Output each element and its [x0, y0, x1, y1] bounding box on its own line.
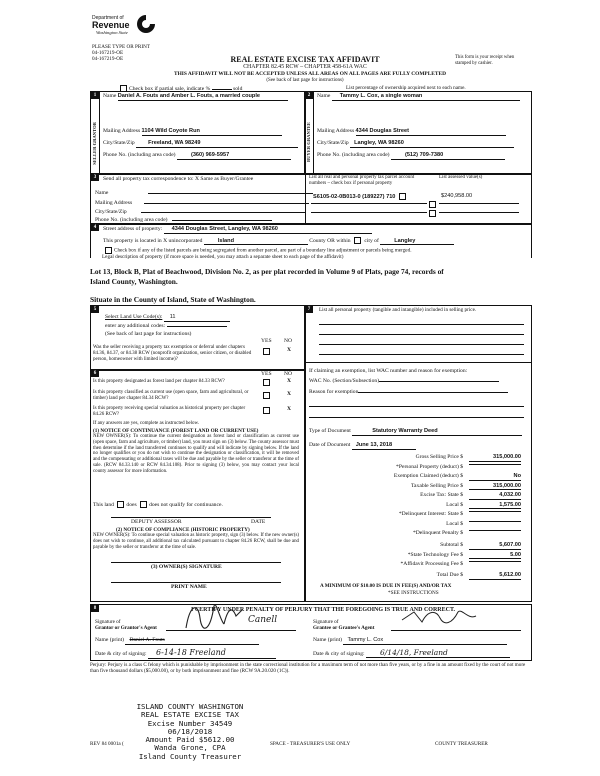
notice2-title: (2) NOTICE OF COMPLIANCE (HISTORIC PROPERTY) — [116, 527, 250, 533]
section-2-number: 2 — [305, 92, 313, 99]
s5-yes-checkbox[interactable] — [263, 348, 270, 355]
treasurer-stamp — [120, 703, 260, 761]
grantor-name-label: Name (print) — [95, 637, 125, 643]
parcel-number[interactable]: S6105-02-0B013-0 (189227) 710 — [313, 193, 396, 200]
property-county[interactable]: Island — [204, 238, 308, 246]
parcel-row — [313, 193, 408, 200]
stamp-line-5: Amount Paid $5612.00 — [145, 735, 235, 745]
grantor-sig-label-1: Signature of — [95, 619, 121, 625]
parcel-personal-checkbox[interactable] — [399, 193, 406, 200]
grantor-sig-label-2: Grantor or Grantor's Agent — [95, 625, 157, 632]
section-8-number: 8 — [91, 605, 99, 612]
s3-name-label: Name — [95, 190, 109, 196]
tax-value[interactable] — [469, 521, 521, 522]
stamp-line-1: ISLAND COUNTY WASHINGTON — [136, 702, 244, 711]
county-treasurer-label: COUNTY TREASURER — [435, 741, 488, 747]
parcel-checkbox-3[interactable] — [429, 210, 436, 217]
seller-side-label: SELLER GRANTOR — [92, 122, 97, 165]
grantee-date-row — [313, 648, 510, 658]
seller-mailing[interactable]: 1104 Wild Coyote Run — [142, 128, 282, 136]
county-or-label: County OR within — [309, 237, 351, 244]
seller-phone[interactable]: (360) 969-5957 — [177, 152, 291, 160]
tax-value[interactable]: 315,000.00 — [469, 454, 521, 462]
buyer-side-label: BUYER GRANTEE — [306, 122, 311, 162]
buyer-phone-row — [317, 152, 505, 160]
tax-label: Local $ — [446, 520, 463, 527]
tax-label: *Delinquent Interest: State $ — [398, 511, 463, 517]
s6-q1-no[interactable]: X — [287, 378, 292, 384]
tax-value[interactable] — [469, 530, 521, 531]
buyer-mailing[interactable]: 4344 Douglas Street — [356, 128, 506, 136]
buyer-city-label: City/State/Zip — [317, 140, 349, 146]
seller-mailing-label: Mailing Address — [103, 128, 141, 134]
reason-row — [309, 389, 508, 396]
tax-value[interactable]: 4,032.00 — [469, 492, 521, 500]
city-of-label: city of — [364, 237, 379, 244]
legal-line-2: Island County, Washington. — [90, 276, 178, 286]
s6-no: NO — [284, 371, 293, 377]
grantee-date-city[interactable]: 6/14/18, Freeland — [366, 648, 510, 658]
logo-line1: Department of — [92, 15, 124, 21]
s6-yes: YES — [261, 371, 272, 377]
form-code-2: 04-167219-OE — [92, 56, 124, 63]
section-5 — [90, 305, 306, 371]
doc-type-label: Type of Document — [309, 428, 351, 434]
section-7-number: 7 — [305, 306, 313, 313]
situate-line: Situate in the County of Island, State of Washington. — [90, 295, 256, 304]
stamp-line-7: Island County Treasurer — [138, 751, 242, 761]
tax-table — [329, 454, 521, 594]
street-row — [103, 226, 372, 234]
grantor-date-label: Date & city of signing: — [95, 651, 147, 657]
perjury-note: Perjury: Perjury is a class C felony which is punishable by imprisonment in the state correctional institution for a maximum term of not more than five years, or by a fine in an amount fixed by the court of not more than five thousand dollars ($5,000.00), or by both imprisonment and fine (RCW 9A.20.020 (1C)). — [90, 662, 526, 675]
logo-line2: Revenue — [92, 20, 130, 30]
additional-codes-row — [105, 323, 227, 330]
continuance-row — [93, 501, 223, 508]
s6-q3: Is this property receiving special valuation as historical property per chapter 84.26 RCW? — [93, 406, 246, 417]
see-instructions: *SEE INSTRUCTIONS — [388, 590, 439, 596]
segregated-row — [103, 247, 412, 254]
grantor-name-row — [95, 637, 259, 645]
grantor-signature-label — [95, 619, 157, 631]
legal-description — [90, 267, 535, 287]
logo-swoosh-icon — [136, 14, 156, 34]
s6-q1-yes[interactable] — [263, 379, 270, 386]
doc-type-row — [309, 428, 522, 436]
grantee-name[interactable]: Tammy L. Cox — [343, 637, 507, 645]
reason-label: Reason for exemption — [309, 389, 359, 395]
grantor-signature-scribble — [180, 598, 250, 634]
send-label: Send all property tax correspondence to: — [103, 176, 194, 182]
s6-q2-yes[interactable] — [263, 392, 270, 399]
tax-label: Subtotal $ — [440, 542, 463, 548]
parcel-header: List all real and personal property tax parcel account numbers – check box if personal property — [309, 175, 415, 186]
buyer-name[interactable]: Tammy L. Cox, a single woman — [332, 93, 520, 101]
notice1-body: NEW OWNER(S): To continue the current designation as forest land or classification as current use (open space, farm and agriculture, or timber) land, you must sign on (3) below. The county assessor must then determine if the land transferred continues to qualify and will indicate by signing below. If the land no longer qualifies or you do not wish to continue the designation or classification, it will be removed and the compensating or additional taxes will be due and payable by the seller or transferor at the time of sale. (RCW 84.33.140 or RCW 84.34.108). Prior to signing (3) below, you may contact your local county assessor for more information. — [93, 434, 299, 474]
section-4-number: 4 — [91, 224, 99, 231]
tax-label: Exemption Claimed (deduct) $ — [393, 473, 463, 479]
tax-value[interactable]: 5.00 — [469, 552, 521, 560]
legal-line-1: Lot 13, Block B, Plat of Beachwood, Division No. 2, as per plat recorded in Volume 9 of Plats, page 74, records of — [90, 267, 444, 276]
s3-name-row — [95, 190, 313, 197]
additional-codes-label: enter any additional codes: — [105, 323, 166, 329]
wac-row — [309, 378, 499, 385]
section-5-number: 5 — [91, 306, 99, 313]
segregated-label: Check box if any of the listed parcels are being segregated from another parcel, are part of a boundary line adjustment or parcels being merged. — [114, 247, 412, 254]
tax-value[interactable]: 5,612.00 — [469, 572, 521, 580]
buyer-name-row — [317, 93, 520, 101]
tax-value[interactable]: 315,000.00 — [469, 483, 521, 491]
grantor-date-city[interactable]: 6-14-18 Freeland — [148, 648, 276, 659]
tax-value[interactable] — [469, 464, 521, 465]
stamp-line-3: Excise Number 34549 — [147, 718, 233, 728]
owner-signature-label: (3) OWNER(S) SIGNATURE — [151, 564, 222, 570]
street-label: Street address of property: — [103, 226, 163, 232]
tax-label: Gross Selling Price $ — [415, 454, 463, 460]
land-use-row — [105, 314, 230, 322]
wac-label: WAC No. (Section/Subsection) — [309, 378, 380, 384]
s3-phone-label: Phone No. (including area code) — [95, 217, 168, 223]
buyer-section — [304, 91, 532, 175]
tax-label: Local $ — [446, 501, 463, 508]
buyer-city-row — [317, 140, 514, 148]
buyer-mailing-row — [317, 128, 506, 136]
assessed-value[interactable]: $240,958.00 — [441, 193, 473, 199]
logo-line3: Washington State — [96, 30, 128, 35]
send-correspondence-row — [103, 176, 253, 183]
stamp-line-4: 06/18/2018 — [167, 726, 213, 736]
section-3-number: 3 — [91, 174, 99, 181]
section-4 — [90, 223, 532, 258]
deputy-date-label: DATE — [251, 519, 266, 525]
grantee-date-label: Date & city of signing: — [313, 651, 365, 657]
s6-q3-yes[interactable] — [263, 407, 270, 414]
s5-question: Was the seller receiving a property tax exemption or deferral under chapters 84.36, 84.37, or 84.38 RCW (nonprofit organization, senior citizen, or disabled person, homeowner with limited income)? — [93, 345, 252, 362]
tax-label: *Personal Property (deduct) $ — [396, 463, 463, 470]
notice2-body: NEW OWNER(S): To continue special valuation as historic property, sign (3) below. If the new owner(s) does not wish to continue, all additional tax calculated pursuant to chapter 84.26 RCW, shall be due and payable by the seller or transferor at the time of sale. — [93, 533, 299, 550]
stamp-line-2: REAL ESTATE EXCISE TAX — [141, 710, 239, 720]
s3-city-label: City/State/Zip — [95, 209, 127, 215]
does-checkbox[interactable] — [117, 501, 124, 508]
tax-value[interactable]: No — [469, 473, 521, 481]
parcel-checkbox-2[interactable] — [429, 201, 436, 208]
s5-see-back: (See back of last page for instructions) — [105, 331, 192, 337]
city-checkbox[interactable] — [354, 237, 361, 244]
doc-date[interactable]: June 13, 2018 — [352, 442, 416, 450]
please-type: PLEASE TYPE OR PRINT — [92, 44, 150, 50]
section-3 — [90, 173, 532, 225]
seller-section — [90, 91, 306, 175]
s5-no-answer[interactable]: X — [287, 347, 292, 353]
s6-q1: Is this property designated as forest land per chapter 84.33 RCW? — [93, 379, 225, 384]
seller-phone-label: Phone No. (including area code) — [103, 152, 176, 158]
grantee-sig-label-1: Signature of — [313, 619, 339, 625]
seller-phone-row — [103, 152, 291, 160]
see-back-note: (See back of last page for instructions) — [266, 78, 344, 83]
tax-label: Total Due $ — [436, 572, 463, 578]
buyer-mailing-label: Mailing Address — [317, 128, 355, 134]
grantee-sig-label-2: Grantee or Grantee's Agent — [313, 625, 375, 632]
tax-label: Taxable Selling Price $ — [411, 482, 463, 489]
doc-type[interactable]: Statutory Warranty Deed — [352, 428, 522, 436]
ownership-note: List percentage of ownership acquired next to each name. — [346, 85, 466, 91]
located-label: This property is located in X unincorporated — [103, 237, 203, 244]
partial-sold-label: sold — [233, 85, 243, 92]
s3-mailing-row — [95, 200, 309, 207]
tax-label: *State Technology Fee $ — [407, 551, 463, 558]
receipt-note: This form is your receipt when stamped by cashier. — [455, 55, 515, 66]
seller-city-row — [103, 140, 298, 148]
land-label: This land — [93, 501, 114, 508]
deputy-assessor-label: DEPUTY ASSESSOR — [131, 519, 182, 525]
tax-label: Excise Tax: State $ — [420, 492, 463, 498]
section-6 — [90, 369, 306, 602]
s3-mailing-label: Mailing Address — [95, 200, 133, 206]
section-1-number: 1 — [91, 92, 99, 99]
personal-property-label: List all personal property (tangible and intangible) included in selling price. — [319, 307, 477, 313]
located-row — [103, 237, 454, 245]
grantor-name[interactable]: Daniel A. Fouts — [125, 637, 259, 645]
section-6-number: 6 — [91, 370, 99, 377]
notice1-title: (1) NOTICE OF CONTINUANCE (FOREST LAND OR CURRENT USE) — [93, 428, 259, 434]
form-warning: THIS AFFIDAVIT WILL NOT BE ACCEPTED UNLESS ALL AREAS ON ALL PAGES ARE FULLY COMPLETED — [173, 71, 446, 77]
if-yes-note: If any answers are yes, complete as instructed below. — [93, 421, 200, 426]
buyer-phone-label: Phone No. (including area code) — [317, 152, 390, 158]
s5-no: NO — [284, 338, 293, 344]
certify-line: I CERTIFY UNDER PENALTY OF PERJURY THAT THE FOREGOING IS TRUE AND CORRECT. — [191, 607, 456, 613]
handwritten-city: Canell — [248, 615, 278, 625]
tax-value[interactable] — [469, 561, 521, 562]
tax-value[interactable]: 5,607.00 — [469, 542, 521, 550]
tax-label: *Delinquent Penalty $ — [412, 530, 463, 536]
partial-sale-label: Check box if partial sale, indicate % — [129, 85, 211, 92]
buyer-name-label: Name — [317, 93, 331, 99]
tax-label: *Affidavit Processing Fee $ — [400, 561, 463, 567]
doc-date-row — [309, 442, 416, 450]
form-subtitle: CHAPTER 82.45 RCW – CHAPTER 458-61A WAC — [243, 64, 367, 70]
seller-name[interactable]: Daniel A. Fouts and Amber L. Fouts, a married couple — [118, 93, 288, 101]
seller-name-row — [103, 93, 301, 101]
form-code-1: 04-167219-OE — [92, 50, 124, 57]
land-use-code[interactable]: 11 — [164, 314, 230, 322]
land-use-label: Select Land Use Code(s): — [105, 314, 163, 320]
grantor-date-row — [95, 648, 276, 659]
property-city[interactable]: Langley — [380, 238, 454, 246]
grantee-signature-line[interactable] — [391, 630, 521, 631]
buyer-phone[interactable]: (512) 709-7380 — [391, 152, 505, 160]
does-not-checkbox[interactable] — [140, 501, 147, 508]
s5-yes: YES — [261, 338, 272, 344]
s6-q2-no[interactable]: X — [287, 391, 292, 397]
dor-logo — [92, 14, 162, 44]
does-not-label: does not qualify for continuance. — [149, 501, 223, 508]
form-note — [92, 44, 150, 63]
send-value[interactable]: X Same as Buyer/Grantee — [194, 176, 254, 182]
s3-city-row — [95, 209, 306, 216]
seller-city[interactable]: Freeland, WA 98249 — [136, 140, 298, 148]
s6-q3-no[interactable]: X — [287, 406, 292, 412]
seller-mailing-row — [103, 128, 282, 136]
doc-date-label: Date of Document — [309, 442, 351, 448]
rev-code: REV 84 0001a ( — [90, 741, 124, 747]
minimum-note: A MINIMUM OF $10.00 IS DUE IN FEE(S) AND/OR TAX — [320, 583, 452, 589]
seller-city-label: City/State/Zip — [103, 140, 135, 146]
property-street[interactable]: 4344 Douglas Street, Langley, WA 98260 — [164, 226, 372, 234]
legal-label: Legal description of property (if more space is needed, you may attach a separate sheet to each page of the affidavit) — [102, 254, 344, 260]
form-title: REAL ESTATE EXCISE TAX AFFIDAVIT — [230, 55, 380, 64]
stamp-line-6: Wanda Grone, CPA — [154, 743, 226, 753]
does-label: does — [126, 501, 137, 508]
treasurer-space-label: SPACE - TREASURER'S USE ONLY — [270, 741, 351, 747]
segregated-checkbox[interactable] — [105, 247, 112, 254]
seller-name-label: Name — [103, 93, 117, 99]
buyer-city[interactable]: Langley, WA 98260 — [350, 140, 514, 148]
tax-value[interactable]: 1,575.00 — [469, 502, 521, 510]
grantee-signature-label — [313, 619, 374, 631]
print-name-label: PRINT NAME — [171, 584, 207, 590]
tax-value[interactable] — [469, 511, 521, 512]
grantee-signature-scribble — [400, 606, 480, 626]
section-7 — [304, 305, 532, 602]
assessed-header: List assessed value(s) — [439, 175, 483, 180]
exemption-label: If claiming an exemption, list WAC number and reason for exemption: — [309, 368, 468, 374]
grantee-name-row — [313, 637, 507, 645]
s6-q2: Is this property classified as current use (open space, farm and agricultural, or timber) land per chapter 84.34 RCW? — [93, 390, 249, 401]
grantee-name-label: Name (print) — [313, 637, 343, 643]
